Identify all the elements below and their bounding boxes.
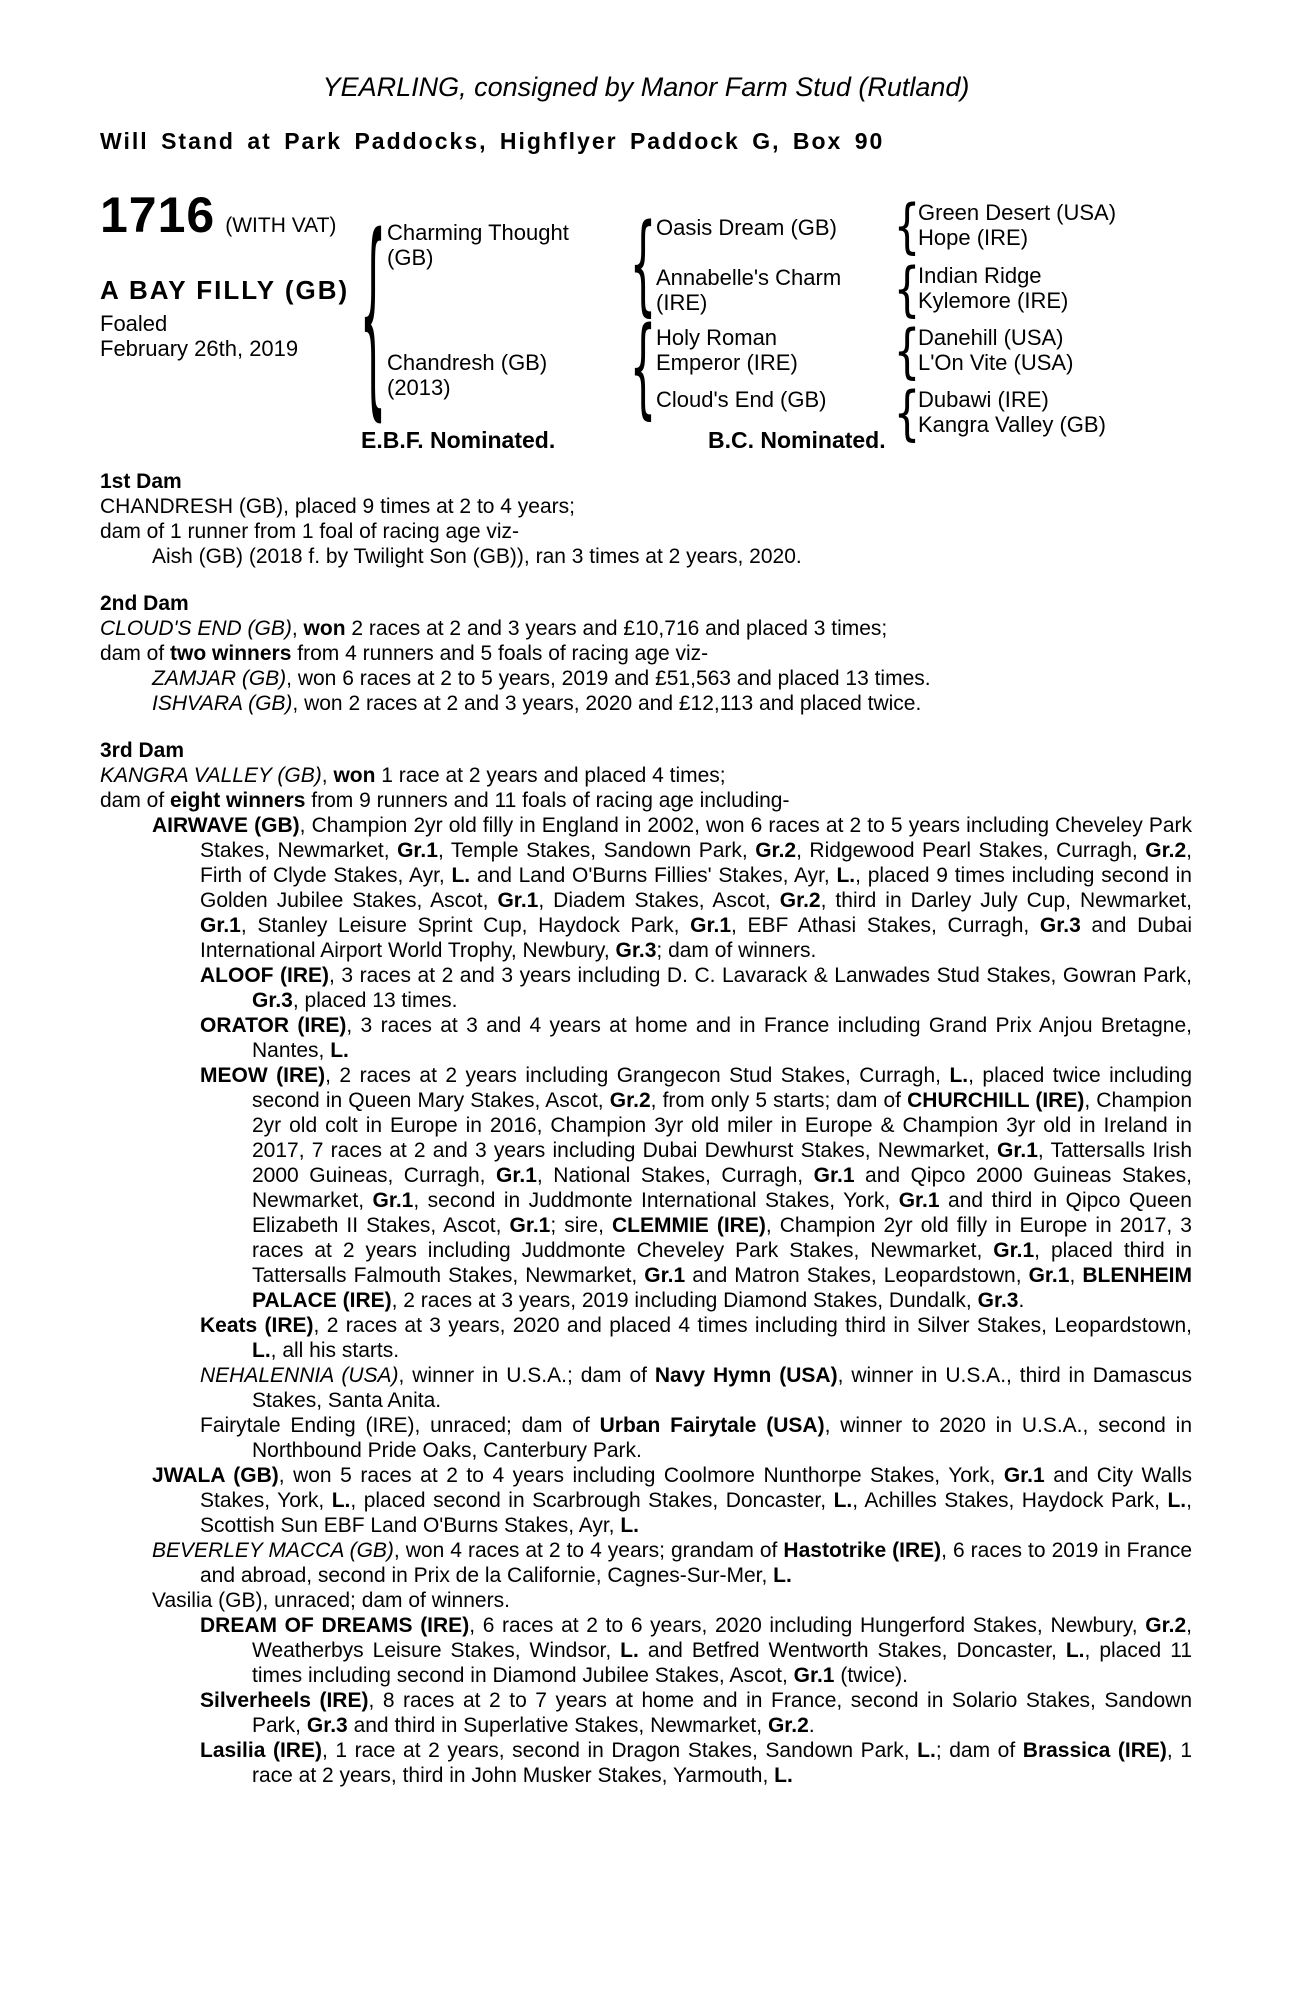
stand-location-line: Will Stand at Park Paddocks, Highflyer Paddock G, Box 90: [100, 128, 885, 154]
progeny-entry: Silverheels (IRE), 8 races at 2 to 7 years at home and in France, second in Solario Stakes, Sandown Park, Gr.3 and third in Superlative Stakes, Newmarket, Gr.2.: [200, 1689, 1192, 1737]
pedigree-brace-dam-sire: {: [893, 317, 921, 386]
dam-section-heading: 1st Dam: [100, 470, 182, 493]
foaled-label: Foaled: [100, 311, 168, 336]
dam-dam-dam-name: Kangra Valley (GB): [918, 412, 1106, 437]
sire-sire-sire-name: Green Desert (USA): [918, 200, 1117, 225]
sire-name: Charming Thought (GB): [387, 220, 569, 270]
progeny-entry: Fairytale Ending (IRE), unraced; dam of Urban Fairytale (USA), winner to 2020 in U.S.A., second in Northbound Pride Oaks, Canterbury Park.: [200, 1414, 1192, 1462]
dam-sire-name: Holy Roman Emperor (IRE): [656, 325, 798, 375]
dam-sire-sire-name: Danehill (USA): [918, 325, 1064, 350]
lot-number: 1716: [100, 187, 216, 243]
pedigree-brace-sire-dam: {: [893, 255, 921, 324]
sire-dam-name: Annabelle's Charm (IRE): [656, 265, 842, 315]
sire-sire-name: Oasis Dream (GB): [656, 215, 837, 240]
pedigree-table: [100, 187, 1192, 463]
progeny-entry: DREAM OF DREAMS (IRE), 6 races at 2 to 6 years, 2020 including Hungerford Stakes, Newbury, Gr.2, Weatherbys Leisure Stakes, Windsor, L. and Betfred Wentworth Stakes, Doncaster, L., placed 11 times including second in Diamond Jubilee Stakes, Ascot, Gr.1 (twice).: [200, 1614, 1192, 1687]
progeny-entry: MEOW (IRE), 2 races at 2 years including Grangecon Stud Stakes, Curragh, L., placed twice including second in Queen Mary Stakes, Ascot, Gr.2, from only 5 starts; dam of CHURCHILL (IRE), Champion 2yr old colt in Europe in 2016, Champion 3yr old miler in Europe & Champion 3yr old in Ireland in 2017, 7 races at 2 and 3 years including Dubai Dewhurst Stakes, Newmarket, Gr.1, Tattersalls Irish 2000 Guineas, Curragh, Gr.1, National Stakes, Curragh, Gr.1 and Qipco 2000 Guineas Stakes, Newmarket, Gr.1, second in Juddmonte International Stakes, York, Gr.1 and third in Qipco Queen Elizabeth II Stakes, Ascot, Gr.1; sire, CLEMMIE (IRE), Champion 2yr old filly in Europe in 2017, 3 races at 2 years including Juddmonte Cheveley Park Stakes, Newmarket, Gr.1, placed third in Tattersalls Falmouth Stakes, Newmarket, Gr.1 and Matron Stakes, Leopardstown, Gr.1, BLENHEIM PALACE (IRE), 2 races at 3 years, 2019 including Diamond Stakes, Dundalk, Gr.3.: [200, 1064, 1193, 1312]
dam-name: Chandresh (GB) (2013): [387, 350, 548, 400]
vat-note: (WITH VAT): [225, 214, 337, 237]
dam-line: dam of 1 runner from 1 foal of racing age viz-: [100, 520, 520, 543]
section-3rd-dam: [100, 738, 1192, 1788]
pedigree-brace-sire-sire: {: [893, 192, 921, 261]
progeny-entry: Aish (GB) (2018 f. by Twilight Son (GB)), ran 3 times at 2 years, 2020.: [152, 545, 802, 568]
dam-line: KANGRA VALLEY (GB), won 1 race at 2 years and placed 4 times;: [100, 764, 726, 787]
foaled-date: February 26th, 2019: [100, 336, 299, 361]
horse-description: A BAY FILLY (GB): [100, 275, 350, 305]
progeny-entry: ZAMJAR (GB), won 6 races at 2 to 5 years, 2019 and £51,563 and placed 13 times.: [152, 667, 931, 690]
bc-nominated-note: B.C. Nominated.: [708, 427, 886, 453]
progeny-entry: Lasilia (IRE), 1 race at 2 years, second in Dragon Stakes, Sandown Park, L.; dam of Brassica (IRE), 1 race at 2 years, third in John Musker Stakes, Yarmouth, L.: [200, 1739, 1193, 1787]
progeny-entry: BEVERLEY MACCA (GB), won 4 races at 2 to 4 years; grandam of Hastotrike (IRE), 6 races to 2019 in France and abroad, second in Prix de la Californie, Cagnes-Sur-Mer, L.: [152, 1539, 1193, 1587]
page-content: [100, 0, 1192, 1788]
progeny-entry: Keats (IRE), 2 races at 3 years, 2020 and placed 4 times including third in Silver Stakes, Leopardstown, L., all his starts.: [200, 1314, 1192, 1362]
dam-sections: [100, 469, 1192, 1788]
progeny-entry: NEHALENNIA (USA), winner in U.S.A.; dam of Navy Hymn (USA), winner in U.S.A., third in Damascus Stakes, Santa Anita.: [200, 1364, 1192, 1412]
pedigree-brace-gen1: {: [359, 189, 387, 440]
progeny-entry: AIRWAVE (GB), Champion 2yr old filly in England in 2002, won 6 races at 2 to 5 years including Cheveley Park Stakes, Newmarket, Gr.1, Temple Stakes, Sandown Park, Gr.2, Ridgewood Pearl Stakes, Curragh, Gr.2, Firth of Clyde Stakes, Ayr, L. and Land O'Burns Fillies' Stakes, Ayr, L., placed 9 times including second in Golden Jubilee Stakes, Ascot, Gr.1, Diadem Stakes, Ascot, Gr.2, third in Darley July Cup, Newmarket, Gr.1, Stanley Leisure Sprint Cup, Haydock Park, Gr.1, EBF Athasi Stakes, Curragh, Gr.3 and Dubai International Airport World Trophy, Newbury, Gr.3; dam of winners.: [152, 814, 1192, 962]
page-title: YEARLING, consigned by Manor Farm Stud (Rutland): [322, 72, 970, 102]
ebf-nominated-note: E.B.F. Nominated.: [361, 427, 556, 453]
section-2nd-dam: [100, 591, 1192, 716]
progeny-entry: ORATOR (IRE), 3 races at 3 and 4 years at home and in France including Grand Prix Anjou Bretagne, Nantes, L.: [200, 1014, 1192, 1062]
section-1st-dam: [100, 469, 1192, 569]
sire-dam-dam-name: Kylemore (IRE): [918, 288, 1069, 313]
lot-line: [100, 187, 337, 243]
progeny-entry: ALOOF (IRE), 3 races at 2 and 3 years including D. C. Lavarack & Lanwades Stud Stakes, Gowran Park, Gr.3, placed 13 times.: [200, 964, 1192, 1012]
pedigree-brace-dam: {: [629, 303, 657, 431]
pedigree-brace-sire: {: [629, 200, 657, 328]
dam-dam-sire-name: Dubawi (IRE): [918, 387, 1049, 412]
sire-sire-dam-name: Hope (IRE): [918, 225, 1029, 250]
progeny-entry: JWALA (GB), won 5 races at 2 to 4 years including Coolmore Nunthorpe Stakes, York, Gr.1 and City Walls Stakes, York, L., placed second in Scarbrough Stakes, Doncaster, L., Achilles Stakes, Haydock Park, L., Scottish Sun EBF Land O'Burns Stakes, Ayr, L.: [152, 1464, 1193, 1537]
dam-line: dam of eight winners from 9 runners and 11 foals of racing age including-: [100, 789, 790, 812]
dam-line: CLOUD'S END (GB), won 2 races at 2 and 3 years and £10,716 and placed 3 times;: [100, 617, 888, 640]
dam-sire-dam-name: L'On Vite (USA): [918, 350, 1074, 375]
progeny-entry: Vasilia (GB), unraced; dam of winners.: [152, 1589, 510, 1612]
dam-section-heading: 3rd Dam: [100, 739, 185, 762]
dam-dam-name: Cloud's End (GB): [656, 387, 827, 412]
dam-section-heading: 2nd Dam: [100, 592, 189, 615]
dam-line: CHANDRESH (GB), placed 9 times at 2 to 4 years;: [100, 495, 575, 518]
dam-line: dam of two winners from 4 runners and 5 foals of racing age viz-: [100, 642, 709, 665]
sire-dam-sire-name: Indian Ridge: [918, 263, 1042, 288]
progeny-entry: ISHVARA (GB), won 2 races at 2 and 3 years, 2020 and £12,113 and placed twice.: [152, 692, 922, 715]
pedigree-brace-dam-dam: {: [893, 379, 921, 448]
